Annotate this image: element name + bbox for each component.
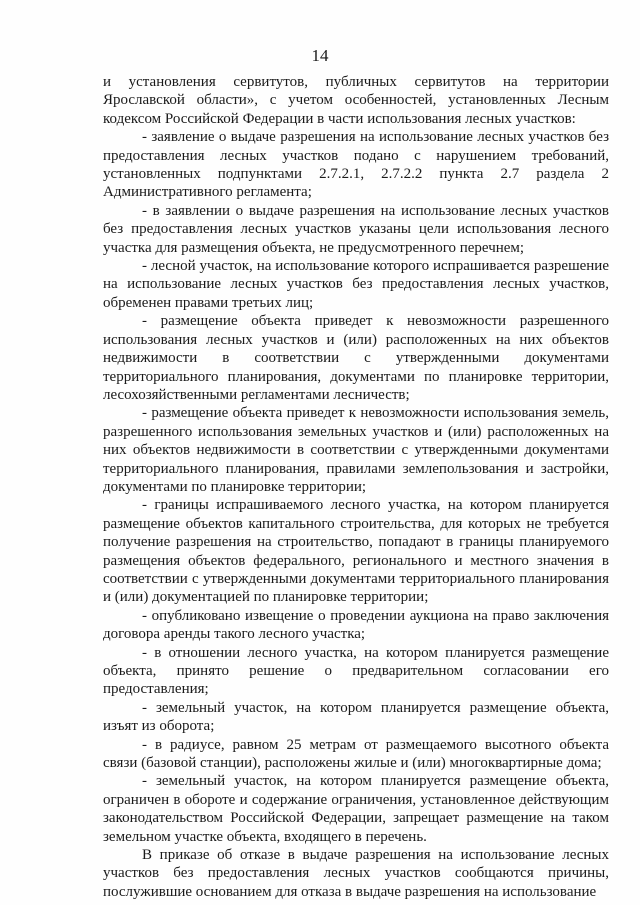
list-item: - в заявлении о выдаче разрешения на использование лесных участков без предоставления лесных участков указаны цели использования лесного участка для размещения объекта, не предусмотренного перечнем; [103, 202, 609, 256]
list-item: - земельный участок, на котором планируется размещение объекта, изъят из оборота; [103, 699, 609, 735]
list-item: - в радиусе, равном 25 метрам от размещаемого высотного объекта связи (базовой станции), расположены жилые и (или) многоквартирные дома; [103, 736, 609, 772]
list-item: - земельный участок, на котором планируется размещение объекта, ограничен в обороте и содержание ограничения, установленное действующим законодательством Российской Федерации, запрещает размещение на таком земельном участке объекта, входящего в перечень. [103, 773, 609, 845]
page-number: 14 [311, 46, 329, 65]
list-item: - в отношении лесного участка, на котором планируется размещение объекта, принято решение о предварительном согласовании его предоставления; [103, 644, 609, 698]
paragraph: В приказе об отказе в выдаче разрешения на использование лесных участков без предоставления лесных участков сообщаются причины, послужившие основанием для отказа в выдаче разрешения на использование [103, 847, 609, 900]
document-body [103, 73, 609, 901]
paragraph: и установления сервитутов, публичных сервитутов на территории Ярославской области», с учетом особенностей, установленных Лесным кодексом Российской Федерации в части использования лесных участков: [103, 74, 609, 127]
list-item: - размещение объекта приведет к невозможности использования земель, разрешенного использования земельных участков и (или) расположенных на них объектов недвижимости в соответствии с утвержденными документами территориального планирования, правилами землепользования и застройки, документами по планировке территории; [103, 405, 609, 495]
list-item: - лесной участок, на использование которого испрашивается разрешение на использование лесных участков без предоставления лесных участков, обременен правами третьих лиц; [103, 258, 609, 311]
list-item: - опубликовано извещение о проведении аукциона на право заключения договора аренды такого лесного участка; [103, 607, 609, 643]
list-item: - размещение объекта приведет к невозможности разрешенного использования лесных участков и (или) расположенных на них объектов недвижимости в соответствии с утвержденными документами территориального планирования, документами по планировке территории, лесохозяйственными регламентами лесничеств; [103, 313, 609, 403]
list-item: - границы испрашиваемого лесного участка, на котором планируется размещение объектов капитального строительства, для которых не требуется получение разрешения на строительство, попадают в границы планируемого размещения объектов федерального, регионального и местного значения в соответствии с утвержденными документами территориального планирования и (или) документацией по планировке территории; [103, 497, 609, 606]
list-item: - заявление о выдаче разрешения на использование лесных участков без предоставления лесных участков подано с нарушением требований, установленных подпунктами 2.7.2.1, 2.7.2.2 пункта 2.7 раздела 2 Административного регламента; [103, 129, 609, 201]
